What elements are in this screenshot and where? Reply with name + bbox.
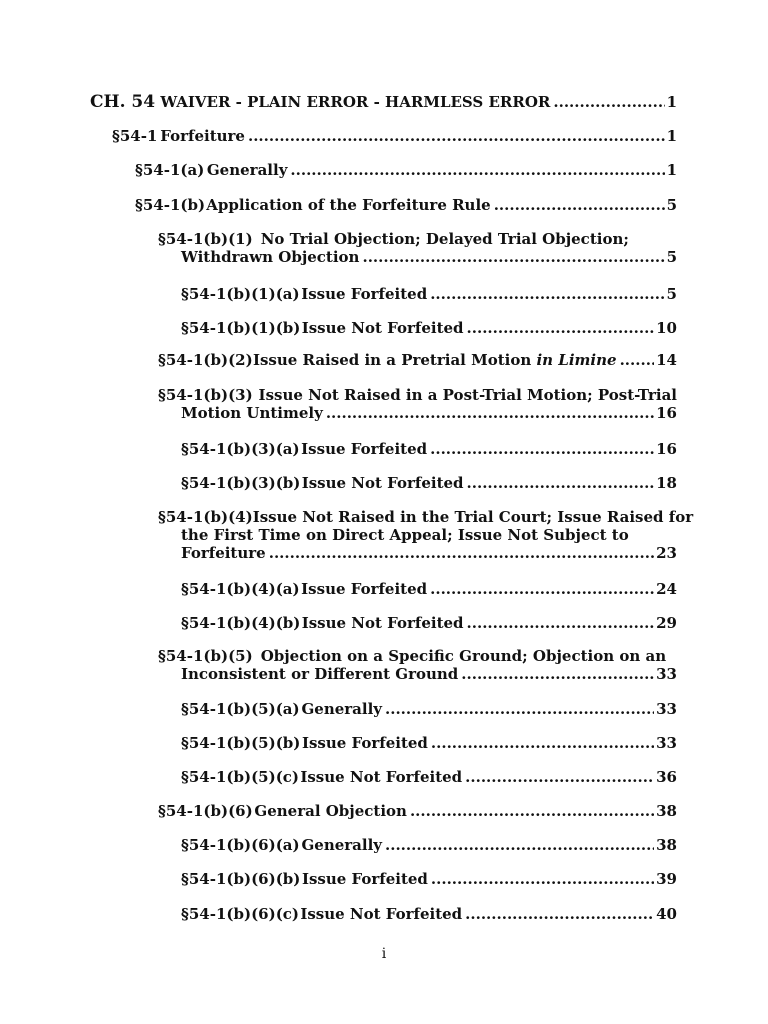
dot-leader — [430, 285, 664, 303]
toc-entry[interactable] — [181, 614, 677, 632]
dot-leader — [362, 248, 664, 266]
toc-entry[interactable] — [158, 386, 677, 422]
toc-entry[interactable] — [135, 196, 677, 214]
section-number: §54-1(b)(3)(a) — [181, 440, 300, 458]
section-number: §54-1(b)(4)(a) — [181, 580, 300, 598]
section-number: §54-1(b)(6) — [158, 802, 253, 820]
dot-leader — [467, 614, 655, 632]
section-number: §54-1(b) — [135, 196, 206, 214]
toc-page-number: 33 — [656, 734, 677, 752]
section-title-continued: Forfeiture — [181, 544, 266, 562]
section-number: §54-1(b)(5)(a) — [181, 700, 300, 718]
toc-page-number: 16 — [656, 440, 677, 458]
toc-page-number: 5 — [666, 196, 677, 214]
toc-entry[interactable] — [158, 508, 694, 562]
dot-leader — [326, 404, 654, 422]
section-title: Application of the Forfeiture Rule — [206, 196, 491, 214]
toc-page-number: 38 — [656, 836, 677, 854]
toc-page-number: 1 — [666, 161, 677, 179]
section-number: §54-1(a) — [135, 161, 205, 179]
dot-leader — [620, 351, 655, 369]
toc-page-number: 14 — [656, 351, 677, 369]
dot-leader — [431, 870, 654, 888]
toc-entry[interactable] — [181, 905, 677, 923]
section-title: Generally — [301, 836, 383, 854]
toc-page-number: 29 — [656, 614, 677, 632]
toc-page-number: 33 — [656, 665, 677, 683]
section-title: Issue Forfeited — [301, 580, 428, 598]
section-title-continued: Motion Untimely — [181, 404, 323, 422]
toc-page-number: 38 — [656, 802, 677, 820]
section-title: Issue Not Raised in a Post-Trial Motion; Post-Trial — [258, 386, 677, 404]
toc-entry[interactable] — [181, 734, 677, 752]
toc-page-number: 16 — [656, 404, 677, 422]
toc-page-number: 23 — [656, 544, 677, 562]
dot-leader — [431, 734, 654, 752]
toc-entry[interactable] — [181, 440, 677, 458]
dot-leader — [269, 544, 654, 562]
section-number: §54-1(b)(4)(b) — [181, 614, 301, 632]
toc-entry[interactable] — [181, 580, 677, 598]
section-number: §54-1(b)(5)(b) — [181, 734, 301, 752]
section-number: §54-1(b)(4) — [158, 508, 253, 526]
toc-page-number: 10 — [656, 319, 677, 337]
dot-leader — [467, 319, 655, 337]
section-title: Forfeiture — [160, 127, 245, 145]
dot-leader — [248, 127, 665, 145]
toc-entry[interactable] — [158, 351, 677, 369]
section-title-continued: the First Time on Direct Appeal; Issue Not Subject to — [181, 526, 629, 544]
toc-entry[interactable] — [181, 870, 677, 888]
section-title: Issue Not Forfeited — [300, 905, 463, 923]
section-title: Issue Not Forfeited — [301, 319, 464, 337]
section-title-italic: in Limine — [536, 351, 617, 369]
dot-leader — [465, 905, 654, 923]
toc-entry[interactable] — [181, 474, 677, 492]
section-title: General Objection — [254, 802, 407, 820]
section-title-continued: Inconsistent or Different Ground — [181, 665, 459, 683]
toc-entry[interactable] — [181, 836, 677, 854]
section-title: No Trial Objection; Delayed Trial Objection; — [260, 230, 629, 248]
toc-page-number: 1 — [666, 93, 677, 111]
toc-entry[interactable] — [158, 802, 677, 820]
section-number: §54-1(b)(6)(a) — [181, 836, 300, 854]
dot-leader — [430, 580, 654, 598]
section-title: Issue Not Forfeited — [301, 474, 464, 492]
section-number: §54-1(b)(5) — [158, 647, 253, 665]
dot-leader — [494, 196, 665, 214]
section-title: Issue Not Forfeited — [300, 768, 463, 786]
dot-leader — [430, 440, 654, 458]
dot-leader — [385, 836, 654, 854]
page-folio: i — [381, 946, 387, 962]
section-number: §54-1(b)(6)(b) — [181, 870, 301, 888]
section-title: Issue Forfeited — [301, 440, 428, 458]
toc-page-number: 5 — [666, 285, 677, 303]
section-title: Issue Not Forfeited — [301, 614, 464, 632]
toc-page-number: 36 — [656, 768, 677, 786]
toc-page-number: 39 — [656, 870, 677, 888]
section-number: §54-1(b)(1) — [158, 230, 253, 248]
chapter-title: WAIVER - PLAIN ERROR - HARMLESS ERROR — [160, 93, 551, 111]
section-title: Objection on a Specific Ground; Objection on an — [260, 647, 667, 665]
section-title: Generally — [206, 161, 288, 179]
toc-entry[interactable] — [181, 700, 677, 718]
section-title: Issue Forfeited — [301, 870, 428, 888]
toc-page-number: 24 — [656, 580, 677, 598]
section-title: Issue Not Raised in the Trial Court; Issue Raised for — [252, 508, 694, 526]
dot-leader — [465, 768, 654, 786]
toc-entry[interactable] — [181, 285, 677, 303]
section-number: §54-1(b)(6)(c) — [181, 905, 300, 923]
dot-leader — [553, 93, 664, 111]
section-title-continued: Withdrawn Objection — [181, 248, 360, 266]
section-number: §54-1(b)(5)(c) — [181, 768, 300, 786]
section-number: §54-1 — [112, 127, 158, 145]
toc-entry[interactable] — [135, 161, 677, 179]
section-title: Generally — [301, 700, 383, 718]
section-title: Issue Forfeited — [301, 285, 428, 303]
dot-leader — [385, 700, 654, 718]
toc-entry[interactable] — [181, 768, 677, 786]
dot-leader — [461, 665, 654, 683]
section-number: §54-1(b)(3) — [158, 386, 253, 404]
toc-entry[interactable] — [181, 319, 677, 337]
dot-leader — [410, 802, 654, 820]
toc-page-number: 40 — [656, 905, 677, 923]
section-number: §54-1(b)(1)(a) — [181, 285, 300, 303]
section-number: §54-1(b)(3)(b) — [181, 474, 301, 492]
toc-entry[interactable] — [158, 647, 677, 683]
section-title: Issue Forfeited — [301, 734, 428, 752]
toc-page-number: 1 — [666, 127, 677, 145]
toc-entry[interactable] — [112, 127, 677, 145]
section-number: §54-1(b)(1)(b) — [181, 319, 301, 337]
section-title: Issue Raised in a Pretrial Motion — [252, 351, 537, 369]
section-number: §54-1(b)(2) — [158, 351, 253, 369]
toc-page-number: 18 — [656, 474, 677, 492]
dot-leader — [467, 474, 655, 492]
dot-leader — [290, 161, 664, 179]
toc-chapter-heading[interactable] — [90, 93, 677, 111]
toc-page-number: 5 — [666, 248, 677, 266]
toc-entry[interactable] — [158, 230, 677, 266]
chapter-number: CH. 54 — [90, 92, 156, 112]
toc-page-number: 33 — [656, 700, 677, 718]
